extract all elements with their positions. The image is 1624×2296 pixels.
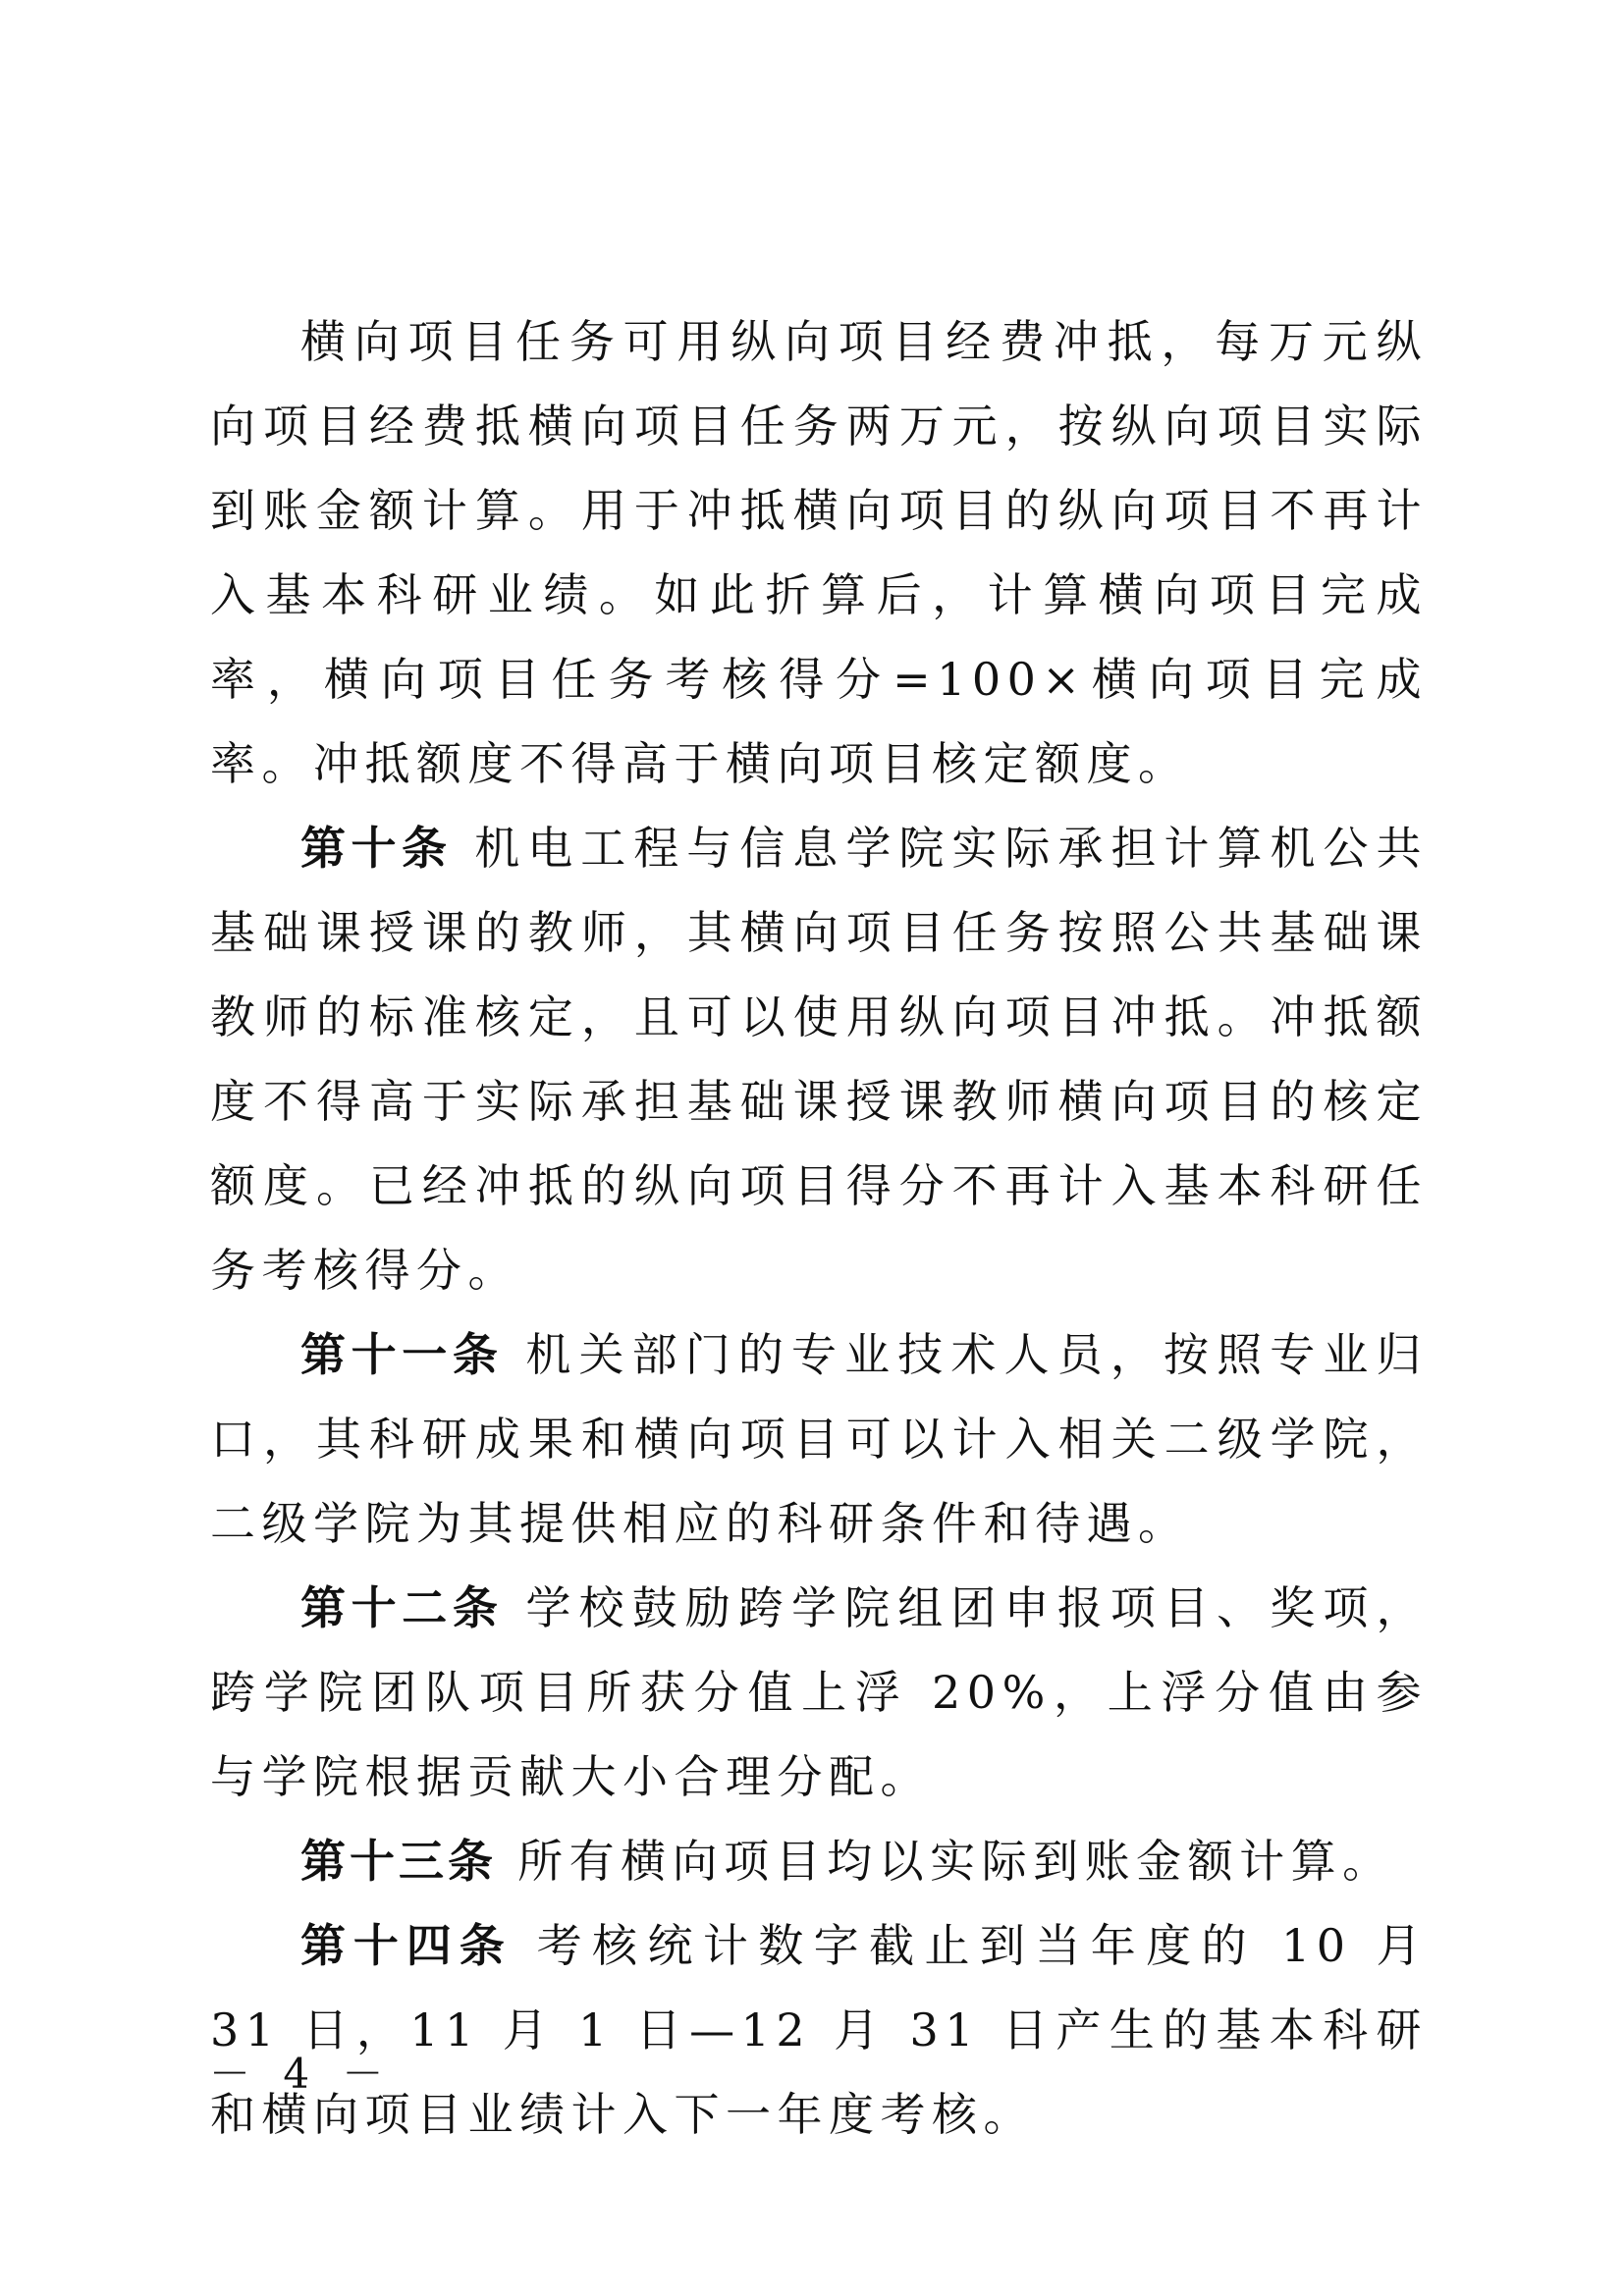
- page-number: － 4 －: [209, 2050, 394, 2098]
- article-text: 机电工程与信息学院实际承担计算机公共基础课授课的教师，其横向项目任务按照公共基础课教师的标准核定，且可以使用纵向项目冲抵。冲抵额度不得高于实际承担基础课授课教师横向项目的核定额度。已经冲抵的纵向项目得分不再计入基本科研任务考核得分。: [210, 822, 1429, 1297]
- article-number: 第十条: [300, 822, 453, 875]
- article-text: 考核统计数字截止到当年度的 10 月 31 日，11 月 1 日—12 月 31 日产生的基本科研和横向项目业绩计入下一年度考核。: [210, 1919, 1429, 2141]
- article-13: [210, 1819, 1428, 1903]
- article-number: 第十四条: [300, 1919, 513, 1972]
- article-10: [210, 806, 1428, 1312]
- document-body: [210, 299, 1428, 2157]
- article-number: 第十二条: [300, 1581, 504, 1634]
- article-text: 学校鼓励跨学院组团申报项目、奖项，跨学院团队项目所获分值上浮 20%，上浮分值由参与学院根据贡献大小合理分配。: [210, 1581, 1429, 1803]
- article-14: [210, 1903, 1428, 2157]
- article-number: 第十三条: [300, 1835, 497, 1888]
- paragraph-text: 横向项目任务可用纵向项目经费冲抵，每万元纵向项目经费抵横向项目任务两万元，按纵向项目实际到账金额计算。用于冲抵横向项目的纵向项目不再计入基本科研业绩。如此折算后，计算横向项目完成率，横向项目任务考核得分=100×横向项目完成率。冲抵额度不得高于横向项目核定额度。: [210, 315, 1428, 790]
- article-number: 第十一条: [300, 1328, 504, 1381]
- article-11: [210, 1312, 1428, 1566]
- article-12: [210, 1566, 1428, 1819]
- article-text: 所有横向项目均以实际到账金额计算。: [517, 1835, 1394, 1888]
- article-text: 机关部门的专业技术人员，按照专业归口，其科研成果和横向项目可以计入相关二级学院，二级学院为其提供相应的科研条件和待遇。: [210, 1328, 1429, 1550]
- paragraph-horizontal-project-offset: [210, 299, 1428, 806]
